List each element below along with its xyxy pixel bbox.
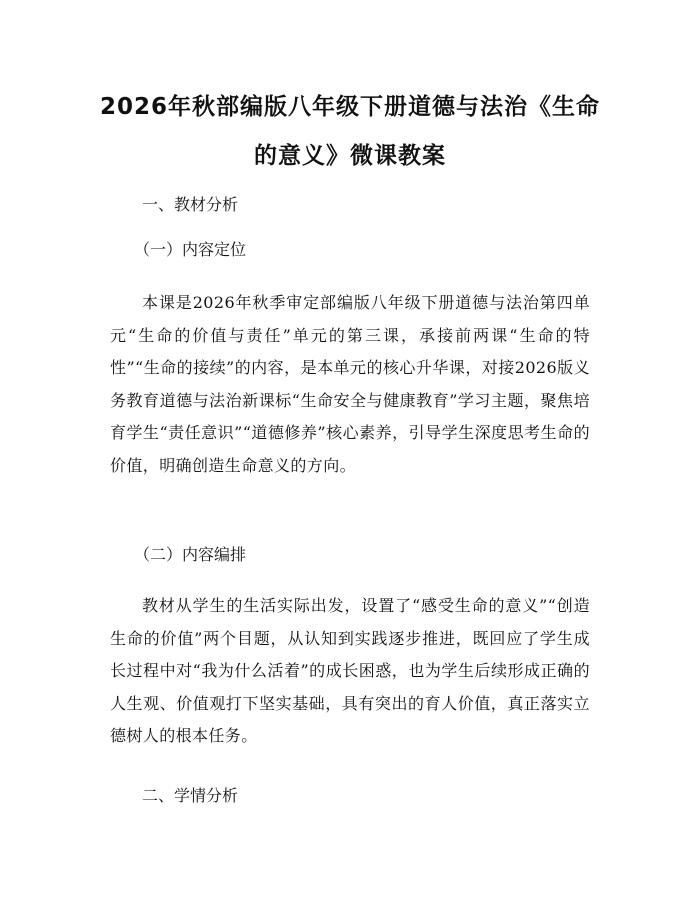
subsection-heading-content-arrangement: （二）内容编排 (134, 545, 247, 564)
document-title: 2026年秋部编版八年级下册道德与法治《生命的意义》微课教案 (100, 94, 601, 169)
paragraph-content-positioning: 本课是2026年秋季审定部编版八年级下册道德与法治第四单元“生命的价值与责任”单元的第三课，承接前两课“生命的特性”“生命的接续”的内容，是本单元的核心升华课，对接2026版义务教育道德与法治新课标“生命安全与健康教育”学习主题，聚焦培育学生“责任意识”“道德修养”核心素养，引导学生深度思考生命的价值，明确创造生命意义的方向。 (110, 293, 590, 475)
subsection-heading-content-positioning: （一）内容定位 (134, 240, 247, 259)
paragraph-content-arrangement: 教材从学生的生活实际出发，设置了“感受生命的意义”“创造生命的价值”两个目题，从认知到实践逐步推进，既回应了学生成长过程中对“我为什么活着”的成长困惑，也为学生后续形成正确的人生观、价值观打下坚实基础，具有突出的育人价值，真正落实立德树人的根本任务。 (110, 596, 590, 745)
section-heading-textbook-analysis: 一、教材分析 (142, 195, 239, 214)
section-heading-learner-analysis: 二、学情分析 (142, 786, 239, 805)
